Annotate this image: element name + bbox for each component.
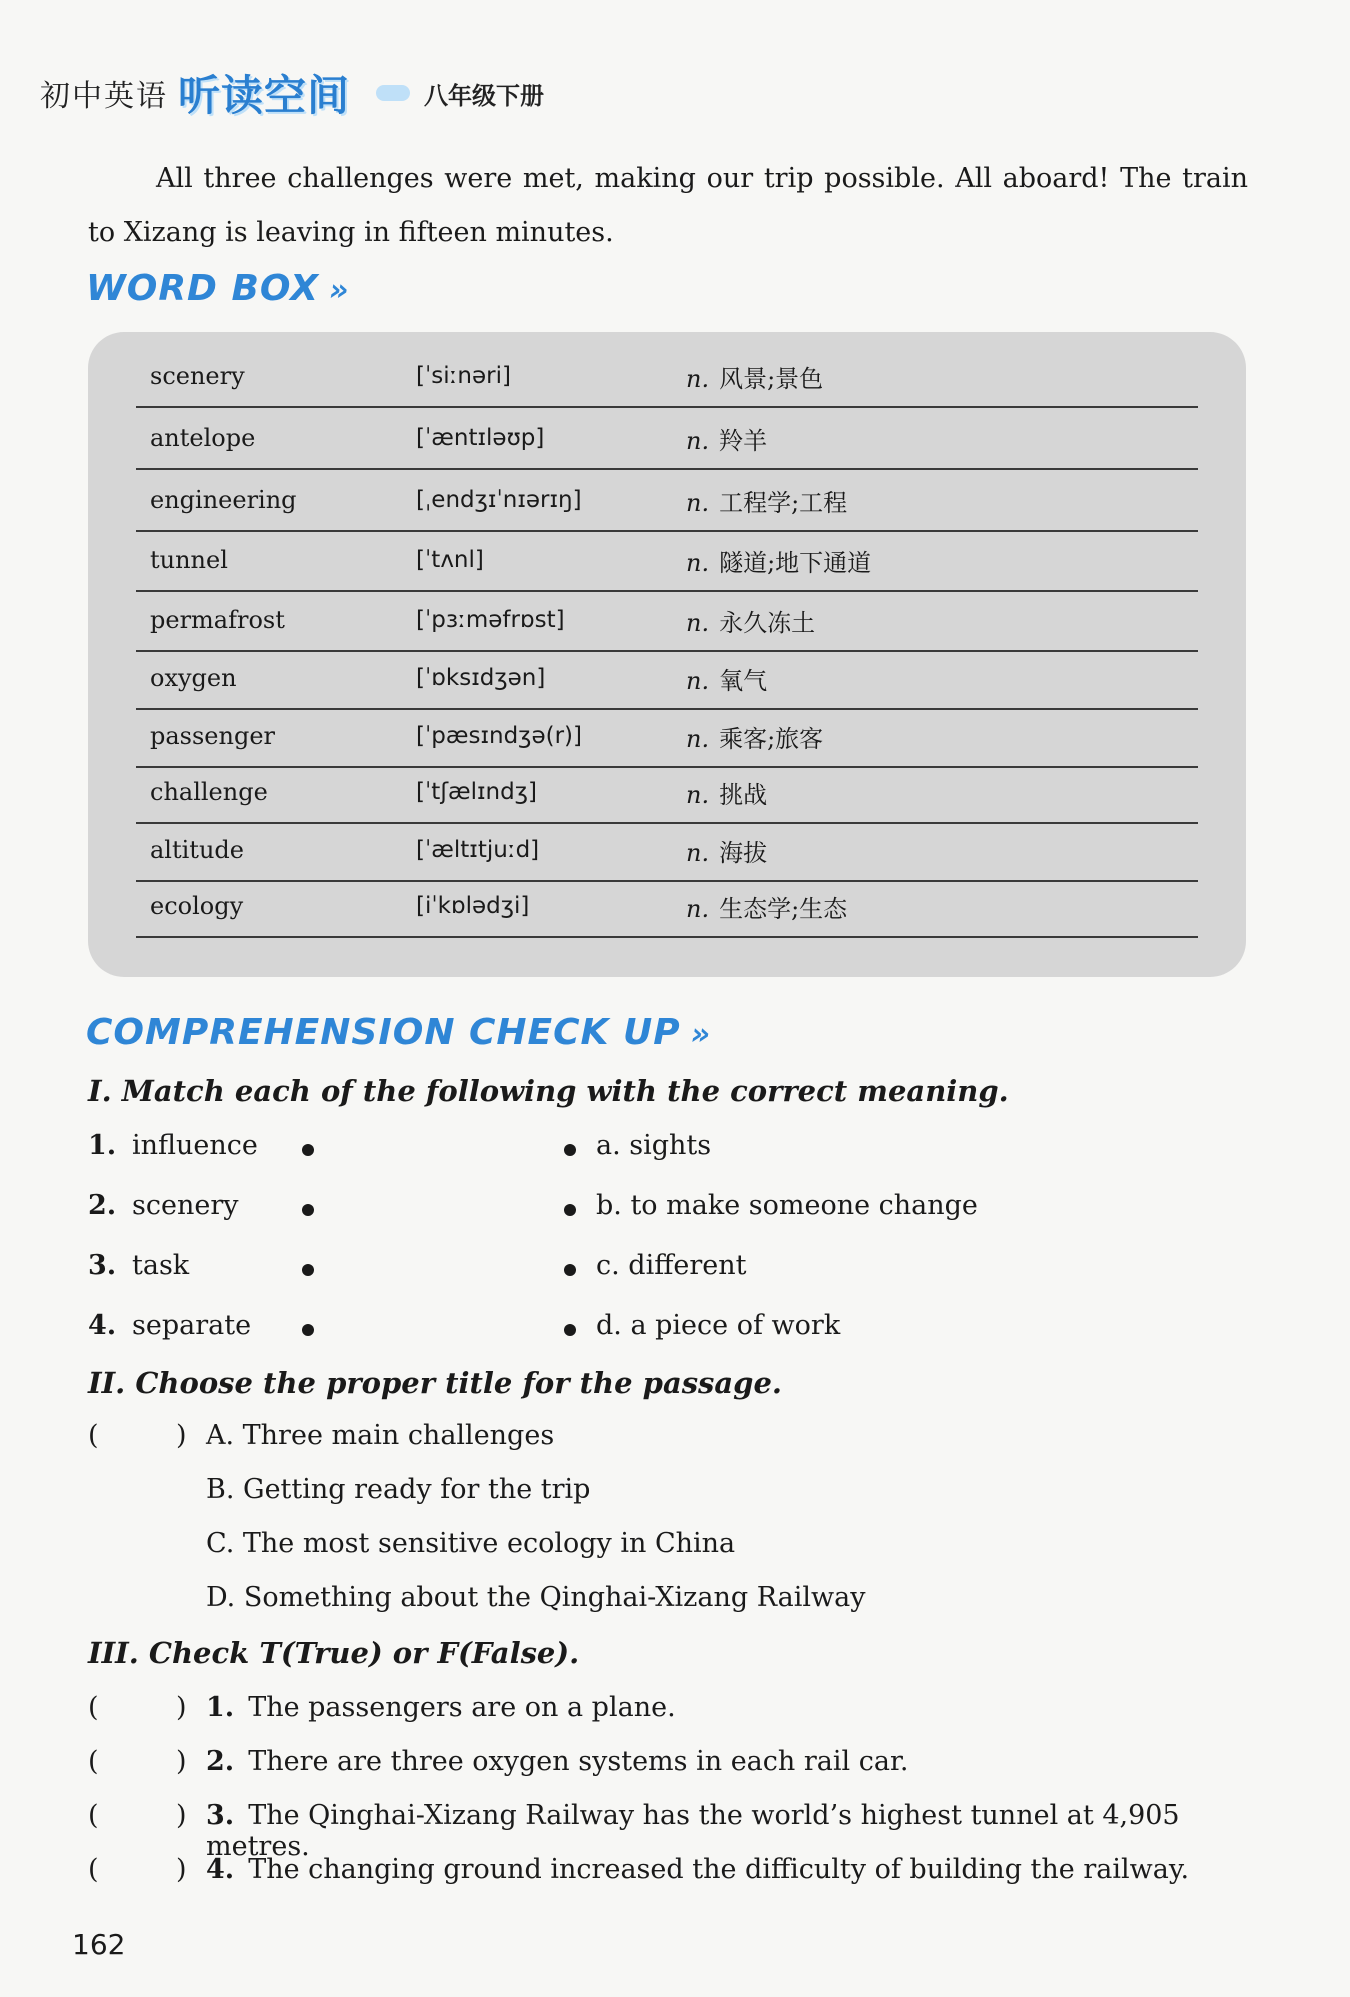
series-name: 初中英语 (40, 79, 168, 114)
statement: The passengers are on a plane. (248, 1692, 676, 1723)
phonetic: [ˈpæsɪndʒə(r)] (416, 723, 582, 749)
option-text: D. Something about the Qinghai-Xizang Railway (206, 1582, 866, 1613)
answer-bracket-close[interactable]: ) (176, 1800, 187, 1831)
part-of-speech: n. (686, 838, 710, 867)
grade-label: 八年级下册 (424, 81, 545, 110)
definition (686, 483, 847, 518)
word-row (136, 470, 1198, 532)
word-row (136, 706, 1198, 768)
phonetic: [ˈpɜːməfrɒst] (416, 607, 565, 633)
phonetic: [ˈæntɪləʊp] (416, 425, 545, 451)
meaning: 乘客;旅客 (719, 724, 824, 753)
statement: There are three oxygen systems in each rail car. (248, 1746, 909, 1777)
word: permafrost (150, 606, 285, 634)
definition (686, 543, 871, 578)
intro-paragraph: All three challenges were met, making our trip possible. All aboard! The train to Xizang is leaving in fifteen minutes. (88, 163, 1248, 248)
word-row (136, 876, 1198, 938)
answer-bracket-open[interactable]: ( (88, 1420, 99, 1451)
word-box-title-text: WORD BOX (86, 268, 319, 309)
right-dot[interactable] (564, 1264, 576, 1276)
word-row (136, 530, 1198, 592)
word: challenge (150, 778, 268, 806)
definition (686, 661, 767, 696)
match-meaning: c. different (596, 1250, 747, 1281)
right-dot[interactable] (564, 1324, 576, 1336)
answer-bracket-open[interactable]: ( (88, 1692, 99, 1723)
word: antelope (150, 424, 256, 452)
phonetic: [ˈtʃælɪndʒ] (416, 779, 537, 805)
phonetic: [ˈɒksɪdʒən] (416, 665, 546, 691)
option-text: C. The most sensitive ecology in China (206, 1528, 736, 1559)
match-term: scenery (132, 1190, 239, 1221)
definition (686, 359, 823, 394)
tf-row (88, 1800, 1268, 1862)
item-number: 3. (206, 1800, 235, 1831)
match-item (88, 1250, 1188, 1290)
definition (686, 719, 823, 754)
left-dot[interactable] (302, 1264, 314, 1276)
part2-heading: II. Choose the proper title for the passage. (88, 1366, 783, 1400)
match-item (88, 1310, 1188, 1350)
meaning: 海拔 (719, 838, 768, 867)
part-of-speech: n. (686, 894, 710, 923)
word-row (136, 820, 1198, 882)
answer-bracket-open[interactable]: ( (88, 1746, 99, 1777)
word-box (88, 332, 1246, 977)
meaning: 挑战 (719, 780, 768, 809)
option-text: A. Three main challenges (206, 1420, 555, 1451)
meaning: 风景;景色 (719, 364, 824, 393)
part-of-speech: n. (686, 426, 710, 455)
answer-bracket-close[interactable]: ) (176, 1692, 187, 1723)
part-of-speech: n. (686, 608, 710, 637)
meaning: 羚羊 (719, 426, 768, 455)
tf-row (88, 1746, 1268, 1786)
statement: The Qinghai-Xizang Railway has the world’s highest tunnel at 4,905 metres. (206, 1800, 1180, 1862)
word: oxygen (150, 664, 237, 692)
left-dot[interactable] (302, 1144, 314, 1156)
meaning: 氧气 (719, 666, 768, 695)
word: scenery (150, 362, 245, 390)
match-meaning: a. sights (596, 1130, 712, 1161)
answer-bracket-open[interactable]: ( (88, 1800, 99, 1831)
meaning: 隧道;地下通道 (719, 548, 872, 577)
phonetic: [ˈsiːnəri] (416, 363, 511, 389)
word: altitude (150, 836, 244, 864)
word-row (136, 648, 1198, 710)
item-number: 2. (206, 1746, 235, 1777)
meaning: 永久冻土 (719, 608, 816, 637)
statement: The changing ground increased the difficulty of building the railway. (248, 1854, 1190, 1885)
right-dot[interactable] (564, 1144, 576, 1156)
item-number: 2. (88, 1190, 117, 1221)
item-number: 1. (88, 1130, 117, 1161)
match-meaning: d. a piece of work (596, 1310, 841, 1341)
match-term: influence (132, 1130, 258, 1161)
double-chevron-icon: » (690, 1017, 712, 1052)
part-of-speech: n. (686, 724, 710, 753)
definition (686, 833, 767, 868)
word-row (136, 346, 1198, 408)
tf-row (88, 1692, 1268, 1732)
match-term: separate (132, 1310, 252, 1341)
phonetic: [ˌendʒɪˈnɪərɪŋ] (416, 487, 582, 513)
page-number: 162 (72, 1928, 126, 1961)
item-number: 4. (88, 1310, 117, 1341)
definition (686, 603, 815, 638)
word-row (136, 408, 1198, 470)
item-number: 1. (206, 1692, 235, 1723)
right-dot[interactable] (564, 1204, 576, 1216)
option-text: B. Getting ready for the trip (206, 1474, 591, 1505)
part1-heading: I. Match each of the following with the correct meaning. (88, 1074, 1009, 1108)
phonetic: [iˈkɒlədʒi] (416, 893, 530, 919)
word: tunnel (150, 546, 228, 574)
left-dot[interactable] (302, 1204, 314, 1216)
word: ecology (150, 892, 244, 920)
part-of-speech: n. (686, 488, 710, 517)
item-number: 4. (206, 1854, 235, 1885)
brand-logo: 听读空间 (178, 71, 351, 120)
word: engineering (150, 486, 297, 514)
tf-row (88, 1854, 1268, 1894)
page-header (40, 58, 544, 128)
option-row (88, 1582, 1268, 1622)
meaning: 工程学;工程 (719, 488, 848, 517)
word-box-title (86, 268, 349, 309)
definition (686, 889, 847, 924)
answer-bracket-open[interactable]: ( (88, 1854, 99, 1885)
option-row (88, 1528, 1268, 1568)
definition (686, 775, 767, 810)
word: passenger (150, 722, 276, 750)
part-of-speech: n. (686, 666, 710, 695)
match-item (88, 1190, 1188, 1230)
match-item (88, 1130, 1188, 1170)
part-of-speech: n. (686, 780, 710, 809)
part-of-speech: n. (686, 364, 710, 393)
word-row (136, 762, 1198, 824)
word-row (136, 590, 1198, 652)
double-chevron-icon: » (328, 273, 350, 308)
answer-bracket-close[interactable]: ) (176, 1420, 187, 1451)
answer-bracket-close[interactable]: ) (176, 1854, 187, 1885)
match-meaning: b. to make someone change (596, 1190, 978, 1221)
phonetic: [ˈæltɪtjuːd] (416, 837, 540, 863)
option-row (88, 1474, 1268, 1514)
meaning: 生态学;生态 (719, 894, 848, 923)
cloud-icon (376, 85, 410, 101)
part-of-speech: n. (686, 548, 710, 577)
comprehension-title-text: COMPREHENSION CHECK UP (86, 1012, 681, 1053)
part3-heading: III. Check T(True) or F(False). (88, 1636, 580, 1670)
phonetic: [ˈtʌnl] (416, 547, 484, 573)
left-dot[interactable] (302, 1324, 314, 1336)
option-row (88, 1420, 1268, 1460)
answer-bracket-close[interactable]: ) (176, 1746, 187, 1777)
comprehension-title (86, 1012, 711, 1053)
item-number: 3. (88, 1250, 117, 1281)
match-term: task (132, 1250, 190, 1281)
definition (686, 421, 767, 456)
